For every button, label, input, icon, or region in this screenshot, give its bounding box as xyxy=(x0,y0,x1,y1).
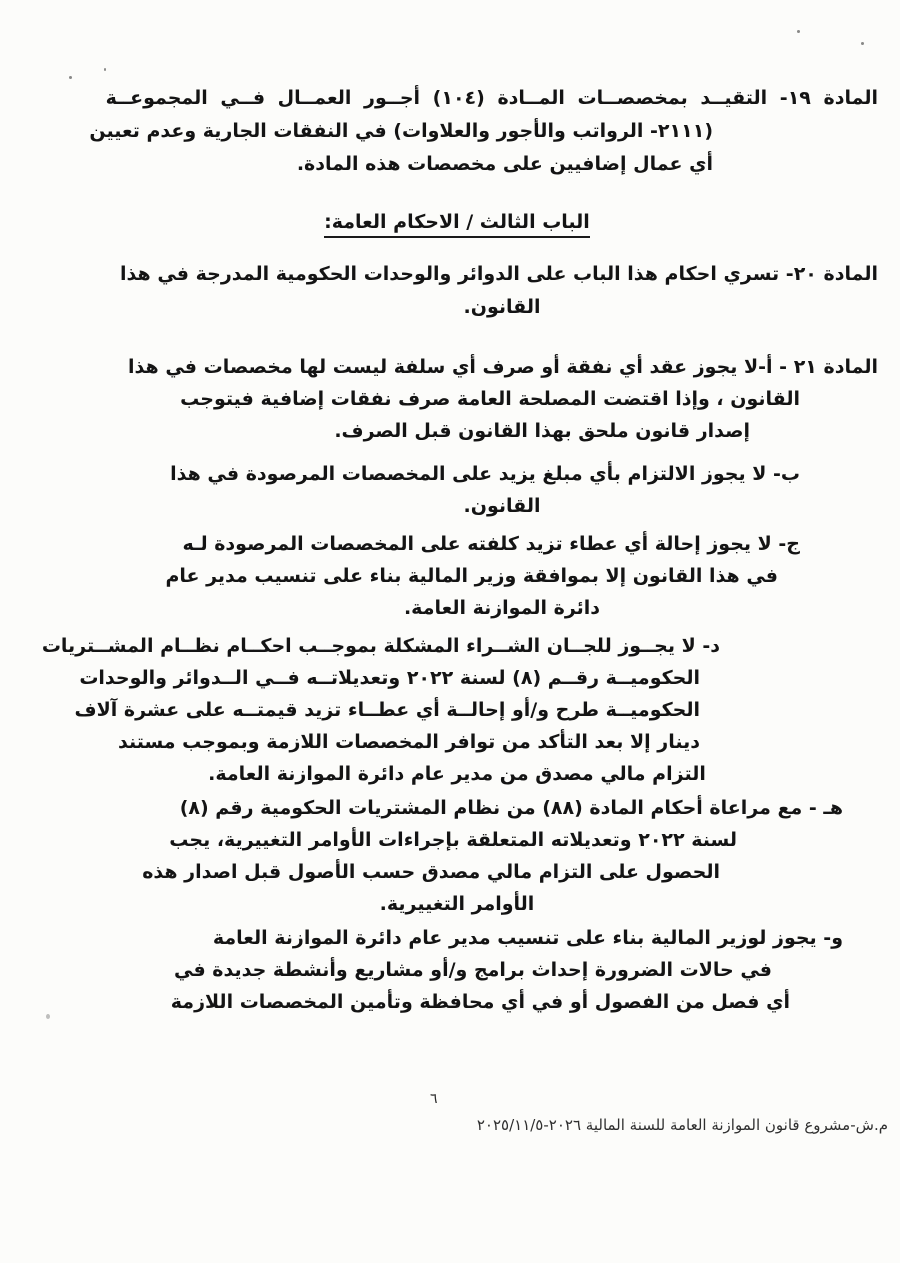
article-21-clause-d xyxy=(36,630,878,790)
article-21-clause-a xyxy=(36,351,878,447)
scan-speck xyxy=(46,1014,50,1019)
clause-e-line: لسنة ٢٠٢٢ وتعديلاته المتعلقة بإجراءات الأوامر التغييرية، يجب xyxy=(169,829,737,851)
article-19-line: أي عمال إضافيين على مخصصات هذه المادة. xyxy=(296,153,713,175)
article-19-line: (٢١١١- الرواتب والأجور والعلاوات) في النفقات الجارية وعدم تعيين xyxy=(89,120,713,142)
clause-a-line: القانون ، وإذا اقتضت المصلحة العامة صرف نفقات إضافية فيتوجب xyxy=(180,388,800,410)
clause-f-line: و- يجوز لوزير المالية بناء على تنسيب مدير عام دائرة الموازنة العامة xyxy=(212,927,843,949)
scan-speck xyxy=(104,68,106,71)
scan-speck xyxy=(861,42,864,45)
clause-f-line: أي فصل من الفصول أو في أي محافظة وتأمين المخصصات اللازمة xyxy=(170,991,790,1013)
scan-speck xyxy=(797,30,800,33)
clause-d-line: دينار إلا بعد التأكد من توافر المخصصات اللازمة وبموجب مستند xyxy=(117,731,700,753)
clause-b-line: ب- لا يجوز الالتزام بأي مبلغ يزيد على المخصصات المرصودة في هذا xyxy=(170,463,800,485)
clause-d-line: الحكوميــة رقــم (٨) لسنة ٢٠٢٢ وتعديلاتــه فــي الــدوائر والوحدات xyxy=(79,667,700,689)
clause-a-line: المادة ٢١ - أ-لا يجوز عقد أي نفقة أو صرف أي سلفة ليست لها مخصصات في هذا xyxy=(128,356,878,378)
clause-e-line: الأوامر التغييرية. xyxy=(379,893,535,915)
article-19 xyxy=(36,82,878,181)
article-21-clause-f xyxy=(36,922,878,1018)
chapter-heading xyxy=(36,206,878,239)
article-21-clause-b xyxy=(36,458,878,522)
page-content xyxy=(36,82,878,1018)
clause-d-line: د- لا يجــوز للجــان الشــراء المشكلة بموجــب احكــام نظــام المشــتريات xyxy=(41,635,720,657)
scan-speck xyxy=(69,76,72,79)
article-20 xyxy=(36,258,878,324)
clause-e-line: الحصول على التزام مالي مصدق حسب الأصول قبل اصدار هذه xyxy=(142,861,720,883)
page-number: ٦ xyxy=(430,1091,438,1107)
chapter-heading-text: الباب الثالث / الاحكام العامة: xyxy=(324,211,590,238)
article-20-line: القانون. xyxy=(463,296,541,318)
clause-a-line: إصدار قانون ملحق بهذا القانون قبل الصرف. xyxy=(334,420,750,442)
article-21-clause-c xyxy=(36,528,878,624)
clause-d-line: الحكوميــة طرح و/أو إحالــة أي عطــاء تزيد قيمتــه على عشرة آلاف xyxy=(74,699,700,721)
clause-c-line: دائرة الموازنة العامة. xyxy=(403,597,601,619)
clause-c-line: في هذا القانون إلا بموافقة وزير المالية بناء على تنسيب مدير عام xyxy=(165,565,778,587)
clause-e-line: هـ - مع مراعاة أحكام المادة (٨٨) من نظام المشتريات الحكومية رقم (٨) xyxy=(179,797,843,819)
clause-c-line: ج- لا يجوز إحالة أي عطاء تزيد كلفته على المخصصات المرصودة لـه xyxy=(182,533,800,555)
clause-b-line: القانون. xyxy=(463,495,541,517)
article-19-line: المادة ١٩- التقيــد بمخصصــات المــادة (١٠٤) أجــور العمــال فــي المجموعــة xyxy=(105,87,878,109)
clause-d-line: التزام مالي مصدق من مدير عام دائرة الموازنة العامة. xyxy=(208,763,706,785)
clause-f-line: في حالات الضرورة إحداث برامج و/أو مشاريع وأنشطة جديدة في xyxy=(174,959,772,981)
footer-note: م.ش-مشروع قانون الموازنة العامة للسنة المالية ٢٠٢٦-٢٠٢٥/١١/٥ xyxy=(476,1116,888,1134)
article-20-line: المادة ٢٠- تسري احكام هذا الباب على الدوائر والوحدات الحكومية المدرجة في هذا xyxy=(120,263,878,285)
article-21-clause-e xyxy=(36,792,878,920)
